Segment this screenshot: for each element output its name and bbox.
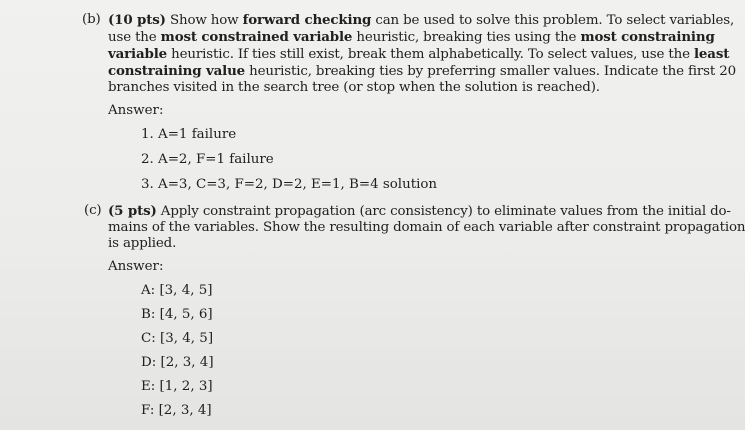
answer-item-1: 1. A=1 failure	[141, 127, 237, 142]
domain-d: D: [2, 3, 4]	[141, 355, 214, 370]
part-c-line-2: mains of the variables. Show the resulting domain of each variable after constraint propagation	[108, 220, 745, 235]
part-b-line-1: (10 pts) Show how forward checking can be used to solve this problem. To select variables,	[108, 12, 735, 28]
part-c-line-1: (5 pts) Apply constraint propagation (arc consistency) to eliminate values from the initial do-	[108, 203, 731, 219]
part-c-line-3: is applied.	[108, 236, 177, 251]
domain-b: B: [4, 5, 6]	[141, 307, 213, 322]
part-b-line-3: variable heuristic. If ties still exist, break them alphabetically. To select values, use the least	[108, 46, 730, 62]
domain-a: A: [3, 4, 5]	[141, 283, 213, 298]
part-b-line-2: use the most constrained variable heuristic, breaking ties using the most constraining	[108, 29, 715, 45]
part-b-label: (b)	[82, 12, 101, 27]
part-c-label: (c)	[84, 203, 102, 218]
part-c-points: (5 pts)	[108, 203, 157, 219]
part-c-answer-label: Answer:	[108, 259, 164, 274]
answer-item-3: 3. A=3, C=3, F=2, D=2, E=1, B=4 solution	[141, 177, 438, 192]
part-b-answer-label: Answer:	[108, 103, 164, 118]
domain-f: F: [2, 3, 4]	[141, 403, 212, 418]
part-b-line-4: constraining value heuristic, breaking ties by preferring smaller values. Indicate the first 20	[108, 63, 736, 79]
part-b-line-5: branches visited in the search tree (or stop when the solution is reached).	[108, 80, 600, 95]
domain-e: E: [1, 2, 3]	[141, 379, 213, 394]
part-b-points: (10 pts)	[108, 12, 166, 28]
answer-item-2: 2. A=2, F=1 failure	[141, 152, 274, 167]
domain-c: C: [3, 4, 5]	[141, 331, 214, 346]
